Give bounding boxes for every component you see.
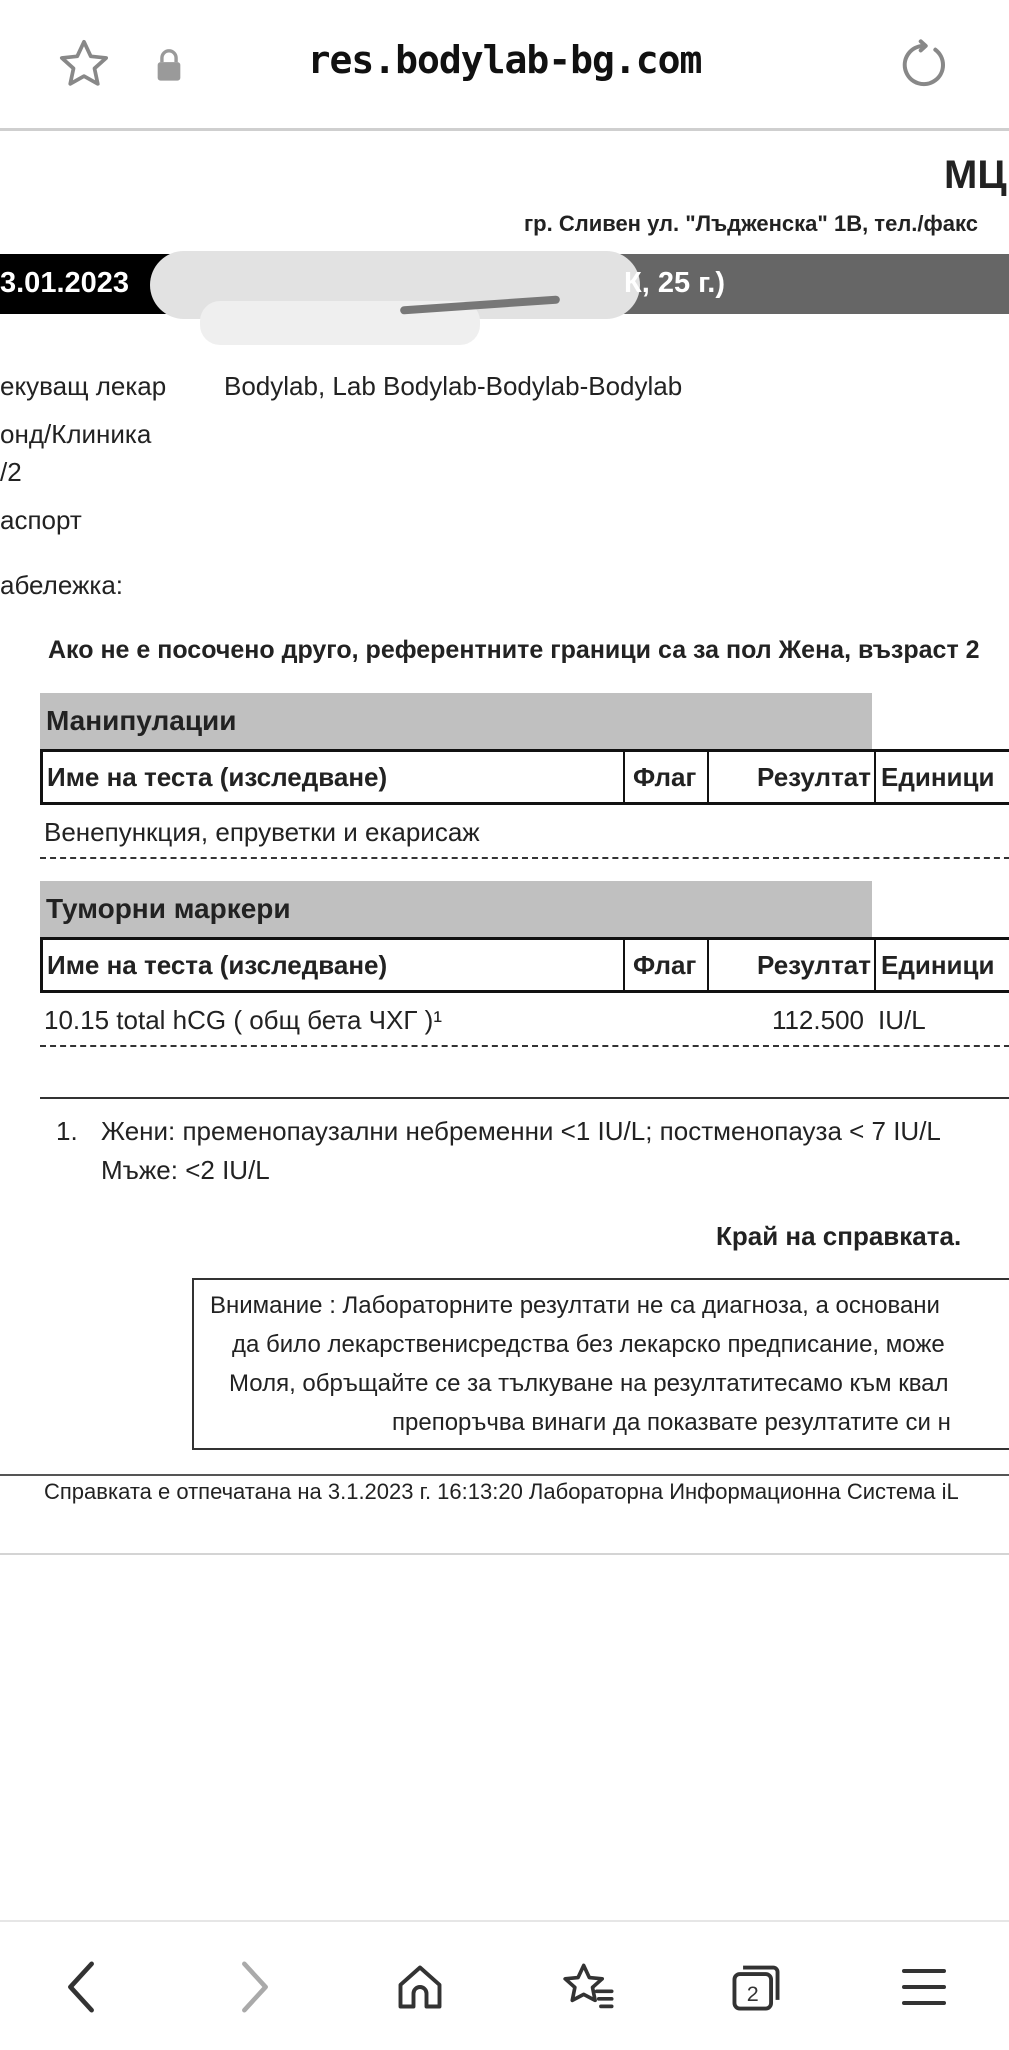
column-header-name: Име на теста (изследване): [47, 950, 388, 980]
report-date: 3.01.2023: [0, 267, 130, 299]
divider: [40, 1097, 1009, 1099]
column-header-units: Единици: [881, 950, 995, 980]
end-of-report: Край на справката.: [716, 1221, 962, 1251]
doctor-label: екуващ лекар: [0, 371, 167, 401]
column-header-name: Име на теста (изследване): [47, 762, 388, 792]
menu-icon[interactable]: [884, 1952, 964, 2022]
table-row: [40, 995, 1009, 1047]
tabs-count: 2: [746, 1982, 759, 2006]
footnote-line: Жени: пременопаузални небременни <1 IU/L; постменопауза < 7 IU/L: [101, 1116, 941, 1146]
forward-icon[interactable]: [214, 1952, 294, 2022]
doctor-value: Bodylab, Lab Bodylab-Bodylab-Bodylab: [224, 371, 683, 401]
notice-line: Внимание : Лабораторните резултати не са диагноза, а основани: [210, 1292, 940, 1319]
browser-bottom-bar: [0, 1920, 1009, 2050]
note-label: абележка:: [0, 570, 124, 600]
notice-line: да било лекарственисредства без лекарско предписание, може: [232, 1331, 945, 1358]
print-info: Справката е отпечатана на 3.1.2023 г. 16:13:20 Лабораторна Информационна Система iL: [44, 1479, 959, 1504]
page-end-line: [0, 1553, 1009, 1555]
notice-line: Моля, обръщайте се за тълкуване на резултатитесамо към квал: [229, 1370, 949, 1397]
lab-report-document: [0, 131, 1009, 1919]
table-header: [40, 937, 1009, 993]
back-icon[interactable]: [42, 1952, 122, 2022]
tabs-icon[interactable]: [716, 1952, 796, 2022]
address-bar-url[interactable]: res.bodylab-bg.com: [307, 38, 702, 82]
section-tumor-markers-title: Туморни маркери: [40, 881, 872, 937]
section-manipulations-title: Манипулации: [40, 693, 872, 749]
reload-icon[interactable]: [896, 38, 950, 97]
report-header-title: МЦ: [944, 153, 1007, 197]
lab-address: гр. Сливен ул. "Лъдженска" 1В, тел./факс: [524, 211, 978, 236]
footnote-line: Мъже: <2 IU/L: [101, 1155, 270, 1185]
test-result: 112.500: [771, 1005, 864, 1035]
bookmarks-icon[interactable]: [548, 1952, 628, 2022]
fund-value: /2: [0, 457, 22, 487]
column-header-result: Резултат: [757, 762, 871, 792]
column-header-flag: Флаг: [633, 950, 697, 980]
table-header: [40, 749, 1009, 805]
test-name: Венепункция, епруветки и екарисаж: [44, 817, 480, 847]
table-row: [40, 807, 1009, 859]
column-header-result: Резултат: [757, 950, 871, 980]
divider: [0, 1474, 1009, 1476]
passport-label: аспорт: [0, 505, 82, 535]
test-units: IU/L: [878, 1005, 926, 1035]
notice-box: [192, 1278, 1009, 1450]
reference-note: Ако не е посочено друго, референтните граници са за пол Жена, възраст 2: [48, 636, 980, 664]
browser-top-bar: [0, 0, 1009, 131]
column-header-flag: Флаг: [633, 762, 697, 792]
patient-age: К, 25 г.): [624, 267, 726, 299]
test-name: 10.15 total hCG ( общ бета ЧХГ )¹: [44, 1005, 442, 1035]
notice-line: препоръчва винаги да показвате резултатите си н: [392, 1409, 951, 1436]
home-icon[interactable]: [380, 1952, 460, 2022]
column-header-units: Единици: [881, 762, 995, 792]
fund-label: онд/Клиника: [0, 419, 152, 449]
footnote-number: 1.: [56, 1116, 78, 1146]
